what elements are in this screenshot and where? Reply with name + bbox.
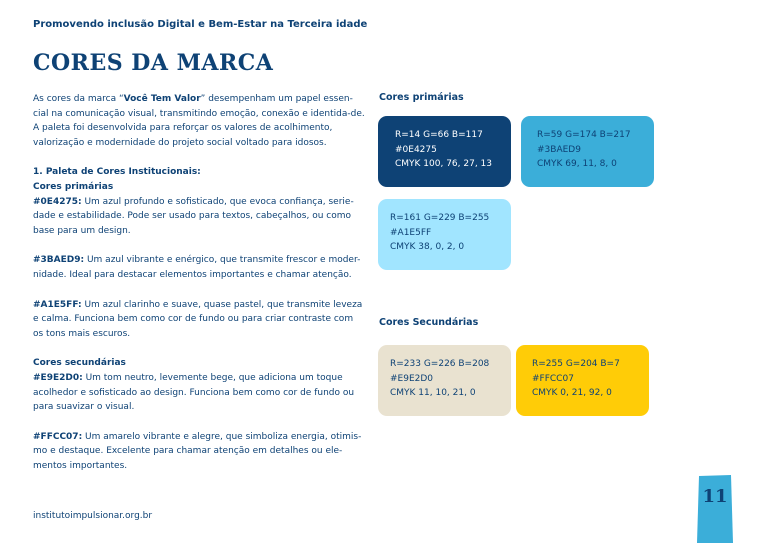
- primary-description: [33, 253, 365, 282]
- swatch-cmyk: CMYK 69, 11, 8, 0: [537, 159, 617, 169]
- intro-paragraph: [33, 92, 365, 150]
- swatch-cmyk: CMYK 38, 0, 2, 0: [390, 242, 465, 252]
- color-code: #E9E2D0:: [33, 372, 83, 383]
- page-number-badge: [696, 474, 734, 543]
- color-description: Um azul clarinho e suave, quase pastel, que transmite leveza e calma. Funciona bem como cor de fundo ou para criar contraste com os tons mais escuros.: [33, 299, 363, 339]
- swatch-cmyk: CMYK 11, 10, 21, 0: [390, 388, 476, 398]
- color-code: #0E4275:: [33, 196, 82, 207]
- body-text: [33, 92, 365, 473]
- primary-description: [33, 195, 365, 239]
- swatch-rgb: R=59 G=174 B=217: [537, 130, 631, 140]
- page-tab-shape: [696, 474, 734, 543]
- swatch-cmyk: CMYK 100, 76, 27, 13: [395, 159, 493, 169]
- swatch-rgb: R=233 G=226 B=208: [390, 359, 490, 369]
- swatch-hex: #E9E2D0: [390, 373, 434, 384]
- primary-description: [33, 298, 365, 342]
- swatch-rgb: R=161 G=229 B=255: [390, 213, 490, 223]
- intro-text-end: ” desempenham um papel essen-cial na comunicação visual, transmitindo emoção, conexão e identida-de. A paleta foi desenvolvida para reforçar os valores de acolhimento, valorização e modernidade do projeto social voltado para idosos.: [33, 94, 365, 148]
- footer-url: institutoimpulsionar.org.br: [33, 511, 153, 521]
- color-code: #FFCC07:: [33, 431, 83, 442]
- palette-heading: 1. Paleta de Cores Institucionais:: [33, 167, 201, 178]
- color-description: Um azul vibrante e enérgico, que transmite frescor e moder-nidade. Ideal para destacar elementos importantes e chamar atenção.: [33, 255, 361, 280]
- swatch-hex: #A1E5FF: [390, 227, 432, 238]
- secondary-colors-label: Cores Secundárias: [379, 317, 479, 328]
- secondary-description: [33, 371, 365, 415]
- color-description: Um amarelo vibrante e alegre, que simboliza energia, otimis-mo e destaque. Excelente para chamar atenção em detalhes ou ele-mentos importantes.: [33, 431, 362, 471]
- swatch-rgb: R=255 G=204 B=7: [532, 359, 620, 369]
- color-swatch-0e4275: [378, 116, 511, 187]
- color-code: #A1E5FF:: [33, 299, 82, 310]
- color-swatch-3baed9: [521, 116, 654, 187]
- color-swatch-a1e5ff: [378, 199, 511, 270]
- primary-colors-label: Cores primárias: [379, 92, 464, 103]
- intro-text-start: As cores da marca “: [33, 94, 124, 104]
- page-header: Promovendo inclusão Digital e Bem-Estar na Terceira idade: [33, 19, 368, 30]
- swatch-hex: #FFCC07: [532, 373, 574, 384]
- color-description: Um tom neutro, levemente bege, que adiciona um toque acolhedor e sofisticado ao design. Funciona bem como cor de fundo ou para suavizar o visual.: [33, 372, 355, 413]
- secondary-description: [33, 430, 365, 474]
- color-description: Um azul profundo e sofisticado, que evoca confiança, serie-dade e estabilidade. Pode ser usado para textos, cabeçalhos, ou como base para um design.: [33, 196, 354, 236]
- color-swatch-e9e2d0: [378, 345, 511, 416]
- secondary-heading: Cores secundárias: [33, 358, 126, 369]
- swatch-rgb: R=14 G=66 B=117: [395, 130, 483, 140]
- brand-name: Você Tem Valor: [123, 94, 201, 104]
- primary-heading: Cores primárias: [33, 181, 114, 192]
- swatch-hex: #3BAED9: [537, 144, 581, 155]
- swatch-cmyk: CMYK 0, 21, 92, 0: [532, 388, 612, 398]
- color-code: #3BAED9:: [33, 255, 85, 266]
- swatch-hex: #0E4275: [395, 144, 437, 155]
- page-number: 11: [702, 486, 728, 507]
- color-swatch-ffcc07: [516, 345, 649, 416]
- page-title: CORES DA MARCA: [33, 50, 274, 76]
